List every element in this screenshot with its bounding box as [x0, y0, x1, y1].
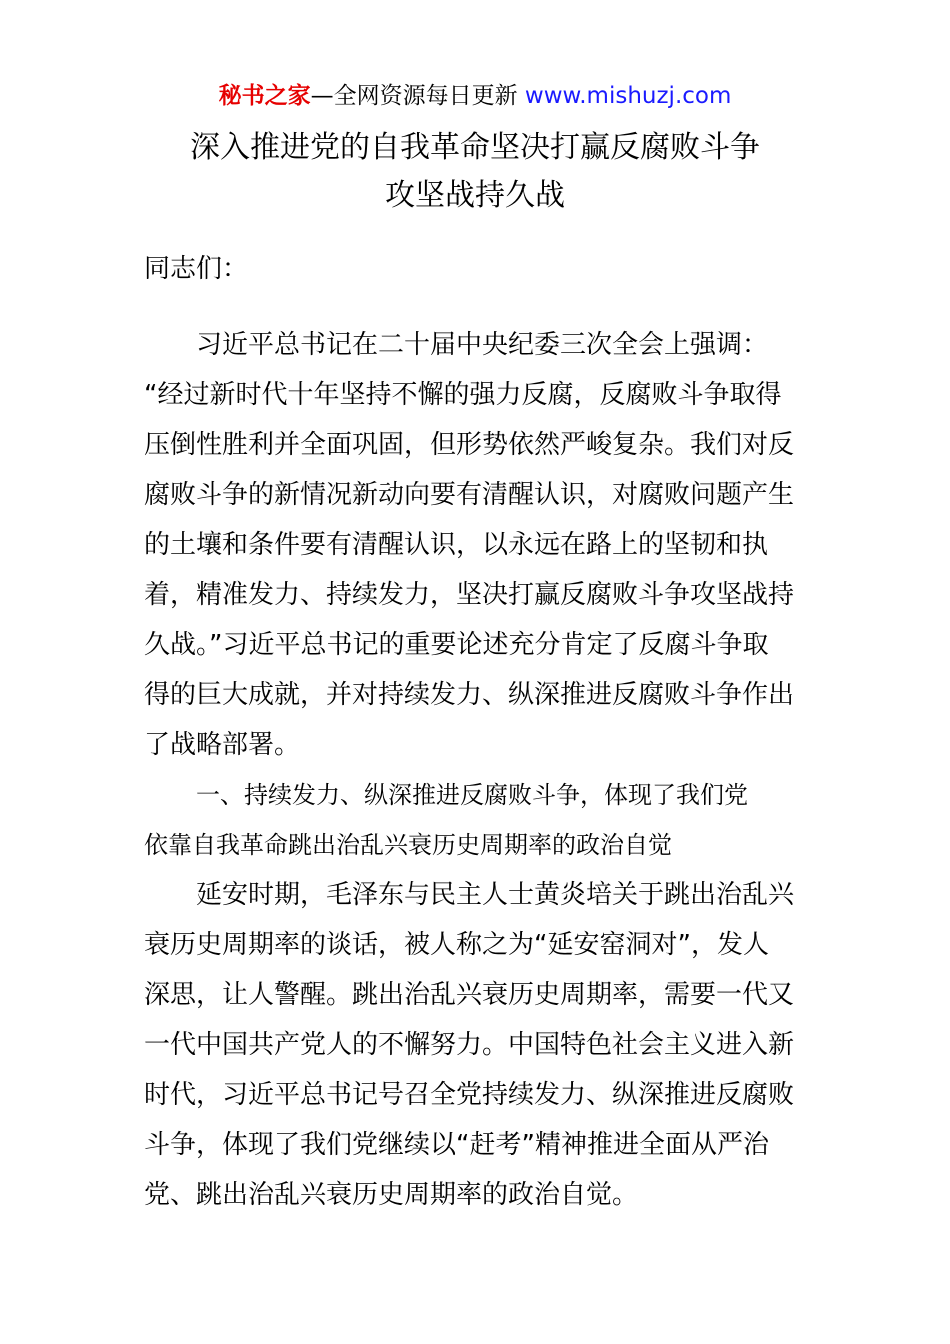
site-url[interactable]: www.mishuzj.com [524, 83, 732, 109]
paragraph-line: 党、跳出治乱兴衰历史周期率的政治自觉。 [144, 1180, 639, 1210]
paragraph-line: 腐败斗争的新情况新动向要有清醒认识，对腐败问题产生 [144, 480, 795, 510]
paragraph-line: 着，精准发力、持续发力，坚决打赢反腐败斗争攻坚战持 [144, 580, 795, 610]
document-title-line-2: 攻坚战持久战 [385, 178, 565, 213]
section-heading-line: 一、持续发力、纵深推进反腐败斗争，体现了我们党 [196, 781, 748, 809]
section-heading-line: 依靠自我革命跳出治乱兴衰历史周期率的政治自觉 [144, 831, 672, 859]
paragraph-line: 时代，习近平总书记号召全党持续发力、纵深推进反腐败 [144, 1080, 795, 1110]
paragraph-line: 习近平总书记在二十届中央纪委三次全会上强调： [196, 330, 769, 360]
paragraph-line: 久战。”习近平总书记的重要论述充分肯定了反腐斗争取 [144, 630, 769, 660]
paragraph-line: 斗争，体现了我们党继续以“赶考”精神推进全面从严治 [144, 1130, 769, 1160]
paragraph-line: “经过新时代十年坚持不懈的强力反腐，反腐败斗争取得 [144, 380, 782, 410]
paragraph-line: 衰历史周期率的谈话，被人称之为“延安窑洞对”，发人 [144, 930, 769, 960]
paragraph-line: 压倒性胜利并全面巩固，但形势依然严峻复杂。我们对反 [144, 430, 795, 460]
document-title-line-1: 深入推进党的自我革命坚决打赢反腐败斗争 [190, 130, 760, 165]
header-tagline: —全网资源每日更新 [310, 83, 525, 109]
site-header [0, 80, 950, 112]
brand-name: 秘书之家 [218, 83, 311, 109]
paragraph-line: 深思，让人警醒。跳出治乱兴衰历史周期率，需要一代又 [144, 980, 795, 1010]
salutation: 同志们： [144, 254, 249, 284]
paragraph-line: 一代中国共产党人的不懈努力。中国特色社会主义进入新 [144, 1030, 795, 1060]
paragraph-line: 的土壤和条件要有清醒认识，以永远在路上的坚韧和执 [144, 530, 769, 560]
paragraph-line: 得的巨大成就，并对持续发力、纵深推进反腐败斗争作出 [144, 680, 795, 710]
paragraph-line: 延安时期，毛泽东与民主人士黄炎培关于跳出治乱兴 [196, 880, 795, 910]
paragraph-line: 了战略部署。 [144, 730, 301, 760]
